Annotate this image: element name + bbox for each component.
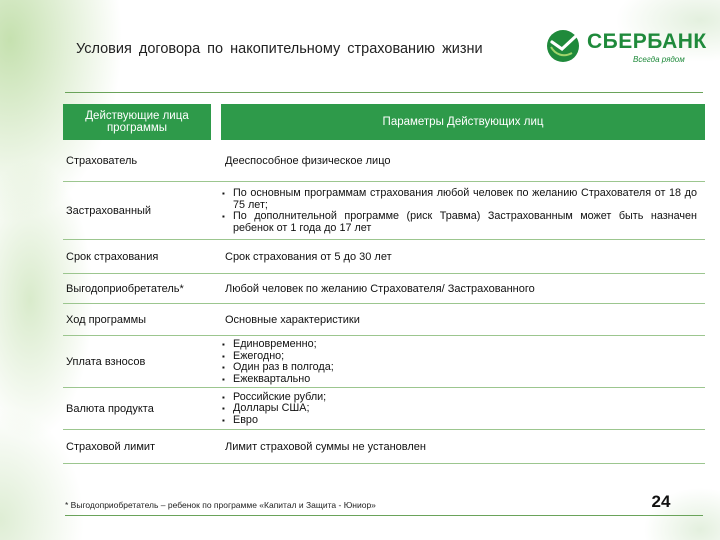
page-number: 24 [651,492,671,511]
row-value: Лимит страховой суммы не установлен [225,441,426,453]
table-row [63,274,705,304]
bullet-list [221,339,697,385]
row-value: Срок страхования от 5 до 30 лет [225,251,392,263]
row-label: Валюта продукта [66,403,154,415]
footnote: * Выгодоприобретатель – ребенок по программе «Капитал и Защита - Юниор» [65,500,376,510]
list-item: ▪ Ежегодно; [221,351,697,363]
footer-divider [65,515,703,516]
row-divider [63,463,705,464]
table-row [63,336,705,388]
row-value: Любой человек по желанию Страхователя/ Застрахованного [225,283,535,295]
list-item: ▪ По основным программам страхования любой человек по желанию Страхователя от 18 до 75 лет; [221,188,697,211]
list-item: ▪ Ежеквартально [221,374,697,386]
bullet-list [221,188,697,234]
table-row [63,140,705,182]
table-row [63,182,705,240]
list-item: ▪ По дополнительной программе (риск Травма) Застрахованным может быть назначен ребенок от 1 года до 17 лет [221,211,697,234]
list-item: ▪ Один раз в полгода; [221,362,697,374]
list-item: ▪ Российские рубли; [221,392,697,404]
page-title: Условия договора по накопительному страхованию жизни [76,41,483,57]
conditions-table [63,104,705,464]
brand-slogan: Всегда рядом [633,55,685,64]
table-row [63,304,705,336]
sberbank-logo-icon [545,28,581,64]
row-label: Страховой лимит [66,441,156,453]
sberbank-logo [545,26,707,70]
header-cell-actors: Действующие лица программы [63,104,211,140]
table-row [63,240,705,274]
brand-name: СБЕРБАНК [587,30,707,53]
row-value: Дееспособное физическое лицо [225,155,391,167]
row-label: Страхователь [66,155,138,167]
row-label: Срок страхования [66,251,159,263]
list-item: ▪ Доллары США; [221,403,697,415]
row-label: Застрахованный [66,205,152,217]
table-row [63,388,705,430]
list-item: ▪ Евро [221,415,697,427]
bullet-list [221,392,697,427]
row-value: Основные характеристики [225,314,360,326]
row-label: Уплата взносов [66,356,146,368]
header-cell-parameters: Параметры Действующих лиц [221,104,705,140]
header-divider [65,92,703,93]
list-item: ▪ Единовременно; [221,339,697,351]
row-label: Ход программы [66,314,147,326]
table-header-row [63,104,705,140]
row-label: Выгодоприобретатель* [66,283,184,295]
table-row [63,430,705,464]
